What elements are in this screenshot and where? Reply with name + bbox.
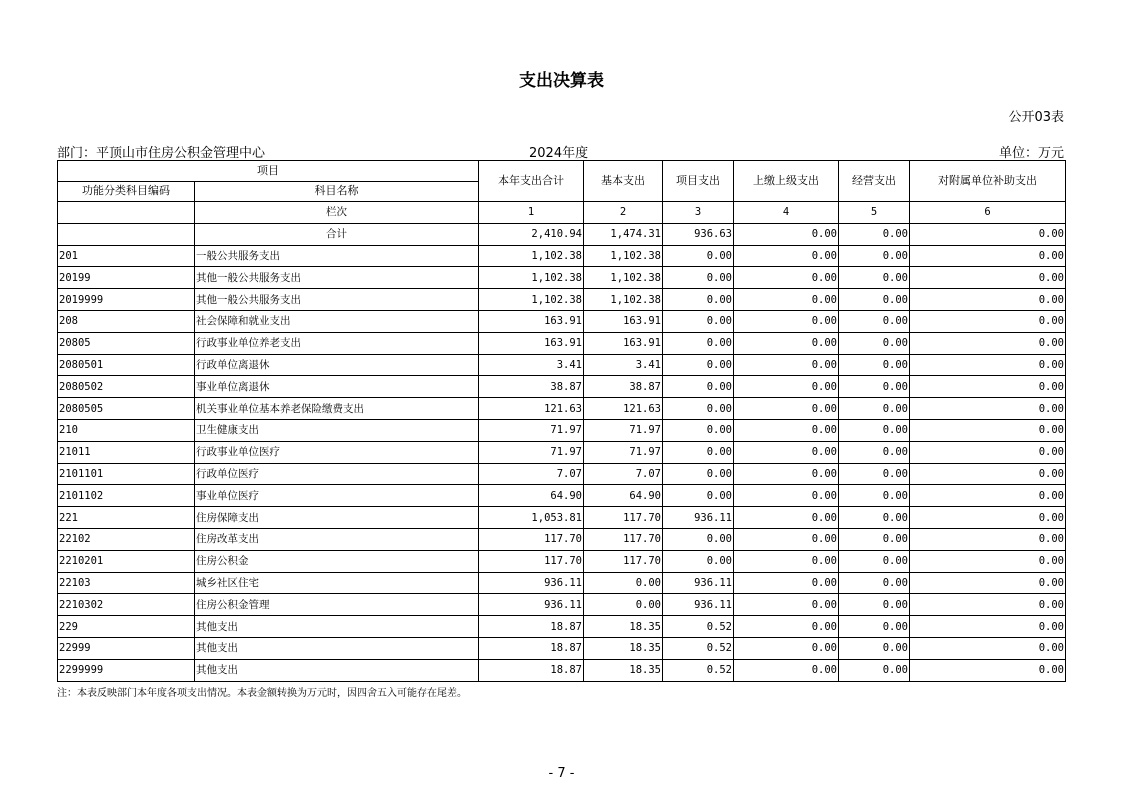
row-value: 0.00: [910, 354, 1066, 376]
row-value: 0.00: [839, 528, 910, 550]
table-row: [58, 267, 1066, 289]
row-value: 117.70: [584, 528, 663, 550]
row-value: 0.00: [910, 594, 1066, 616]
index-row: [58, 202, 1066, 224]
row-value: 0.00: [839, 572, 910, 594]
page-number: - 7 -: [548, 766, 575, 781]
row-value: 0.00: [839, 332, 910, 354]
row-code: 22102: [58, 528, 195, 550]
row-name: 住房公积金管理: [195, 594, 479, 616]
row-value: 163.91: [584, 332, 663, 354]
row-value: 0.00: [839, 616, 910, 638]
row-value: 18.87: [479, 616, 584, 638]
total-cell: 0.00: [839, 223, 910, 245]
row-value: 0.00: [734, 245, 839, 267]
row-value: 0.00: [663, 245, 734, 267]
row-name: 住房改革支出: [195, 528, 479, 550]
table-row: [58, 310, 1066, 332]
row-value: 936.11: [663, 507, 734, 529]
row-value: 0.00: [734, 528, 839, 550]
table-row: [58, 245, 1066, 267]
row-value: 0.52: [663, 637, 734, 659]
row-value: 117.70: [479, 528, 584, 550]
row-value: 0.00: [663, 441, 734, 463]
row-value: 0.00: [734, 507, 839, 529]
row-name: 住房公积金: [195, 550, 479, 572]
row-value: 0.00: [663, 485, 734, 507]
row-value: 0.00: [910, 528, 1066, 550]
row-code: 2210302: [58, 594, 195, 616]
row-value: 0.00: [839, 398, 910, 420]
total-cell: 936.63: [663, 223, 734, 245]
row-value: 0.00: [734, 485, 839, 507]
row-value: 0.00: [734, 637, 839, 659]
row-value: 0.00: [910, 289, 1066, 311]
row-value: 0.00: [663, 550, 734, 572]
row-value: 38.87: [584, 376, 663, 398]
header-col-3: 项目支出: [663, 161, 734, 202]
row-value: 0.00: [663, 310, 734, 332]
index-cell: 1: [479, 202, 584, 224]
row-value: 0.00: [584, 594, 663, 616]
row-value: 0.00: [734, 594, 839, 616]
table-row: [58, 332, 1066, 354]
row-value: 0.00: [839, 550, 910, 572]
table-row: [58, 637, 1066, 659]
row-value: 0.00: [584, 572, 663, 594]
unit-label: 单位：万元: [998, 146, 1064, 161]
row-name: 城乡社区住宅: [195, 572, 479, 594]
row-code: 2080502: [58, 376, 195, 398]
index-cell: 4: [734, 202, 839, 224]
table-row: [58, 616, 1066, 638]
header-col-5: 经营支出: [839, 161, 910, 202]
table-row: [58, 463, 1066, 485]
row-value: 0.00: [910, 441, 1066, 463]
page-title: 支出决算表: [519, 71, 604, 91]
row-value: 0.00: [839, 463, 910, 485]
row-value: 0.00: [734, 354, 839, 376]
header-item: 项目: [58, 161, 479, 182]
row-value: 0.00: [663, 289, 734, 311]
row-value: 0.00: [910, 659, 1066, 681]
row-code: 20199: [58, 267, 195, 289]
row-value: 0.00: [910, 376, 1066, 398]
row-value: 0.00: [734, 572, 839, 594]
row-value: 0.00: [663, 398, 734, 420]
row-name: 行政事业单位养老支出: [195, 332, 479, 354]
row-value: 1,102.38: [479, 289, 584, 311]
index-cell: 3: [663, 202, 734, 224]
row-value: 0.00: [839, 376, 910, 398]
row-code: 2019999: [58, 289, 195, 311]
row-value: 163.91: [479, 332, 584, 354]
index-cell: 2: [584, 202, 663, 224]
row-value: 0.00: [910, 550, 1066, 572]
row-value: 121.63: [584, 398, 663, 420]
row-value: 117.70: [584, 550, 663, 572]
row-name: 其他支出: [195, 637, 479, 659]
row-value: 163.91: [584, 310, 663, 332]
row-code: 229: [58, 616, 195, 638]
table-row: [58, 659, 1066, 681]
row-value: 0.00: [910, 419, 1066, 441]
index-cell: 5: [839, 202, 910, 224]
row-name: 机关事业单位基本养老保险缴费支出: [195, 398, 479, 420]
row-value: 0.00: [910, 245, 1066, 267]
row-value: 18.35: [584, 659, 663, 681]
row-value: 3.41: [584, 354, 663, 376]
row-value: 0.00: [734, 659, 839, 681]
row-name: 社会保障和就业支出: [195, 310, 479, 332]
row-value: 0.00: [734, 332, 839, 354]
row-value: 0.00: [839, 310, 910, 332]
row-value: 0.00: [734, 376, 839, 398]
header-code: 功能分类科目编码: [58, 181, 195, 202]
table-row: [58, 572, 1066, 594]
row-value: 1,102.38: [479, 267, 584, 289]
row-code: 21011: [58, 441, 195, 463]
table-row: [58, 289, 1066, 311]
header-col-6: 对附属单位补助支出: [910, 161, 1066, 202]
row-value: 71.97: [479, 441, 584, 463]
row-value: 0.00: [663, 463, 734, 485]
row-code: 22103: [58, 572, 195, 594]
row-name: 事业单位医疗: [195, 485, 479, 507]
row-code: 2101102: [58, 485, 195, 507]
row-value: 18.87: [479, 659, 584, 681]
row-value: 0.00: [663, 376, 734, 398]
table-row: [58, 441, 1066, 463]
row-value: 936.11: [479, 594, 584, 616]
expenditure-table: [57, 160, 1066, 682]
row-value: 7.07: [479, 463, 584, 485]
row-value: 0.00: [734, 267, 839, 289]
row-value: 0.00: [910, 637, 1066, 659]
total-label: 合计: [195, 223, 479, 245]
row-value: 0.00: [839, 441, 910, 463]
footnote: 注：本表反映部门本年度各项支出情况。本表金额转换为万元时，因四舍五入可能存在尾差。: [57, 688, 467, 699]
row-code: 2080505: [58, 398, 195, 420]
department-label: 部门：平顶山市住房公积金管理中心: [57, 146, 266, 161]
row-name: 住房保障支出: [195, 507, 479, 529]
row-value: 0.00: [910, 616, 1066, 638]
row-code: 2101101: [58, 463, 195, 485]
row-value: 0.00: [839, 659, 910, 681]
row-value: 18.87: [479, 637, 584, 659]
row-value: 0.00: [663, 528, 734, 550]
table-row: [58, 594, 1066, 616]
row-value: 0.00: [910, 507, 1066, 529]
row-value: 117.70: [479, 550, 584, 572]
table-row: [58, 507, 1066, 529]
header-col-4: 上缴上级支出: [734, 161, 839, 202]
table-row: [58, 376, 1066, 398]
row-name: 其他支出: [195, 659, 479, 681]
table-row: [58, 419, 1066, 441]
year-label: 2024年度: [529, 146, 589, 161]
row-value: 18.35: [584, 616, 663, 638]
row-value: 0.00: [839, 267, 910, 289]
total-cell: 0.00: [910, 223, 1066, 245]
row-value: 0.00: [734, 441, 839, 463]
row-value: 0.00: [910, 463, 1066, 485]
row-code: 2210201: [58, 550, 195, 572]
row-code: 2080501: [58, 354, 195, 376]
row-code: 201: [58, 245, 195, 267]
row-value: 0.00: [734, 419, 839, 441]
row-name: 卫生健康支出: [195, 419, 479, 441]
table-row: [58, 485, 1066, 507]
row-value: 936.11: [663, 572, 734, 594]
row-code: 221: [58, 507, 195, 529]
row-value: 0.00: [663, 332, 734, 354]
row-value: 0.00: [734, 398, 839, 420]
row-value: 0.00: [663, 267, 734, 289]
row-value: 0.00: [734, 463, 839, 485]
row-value: 1,102.38: [584, 267, 663, 289]
form-number: 公开03表: [1008, 110, 1064, 125]
row-value: 0.00: [839, 354, 910, 376]
row-value: 0.00: [839, 637, 910, 659]
row-value: 0.00: [734, 550, 839, 572]
row-value: 18.35: [584, 637, 663, 659]
row-value: 0.00: [839, 289, 910, 311]
table-row: [58, 398, 1066, 420]
row-code: 20805: [58, 332, 195, 354]
row-code: 22999: [58, 637, 195, 659]
row-value: 71.97: [584, 419, 663, 441]
index-cell: 6: [910, 202, 1066, 224]
header-col-1: 本年支出合计: [479, 161, 584, 202]
table-row: [58, 354, 1066, 376]
total-cell: 0.00: [734, 223, 839, 245]
row-name: 一般公共服务支出: [195, 245, 479, 267]
row-value: 0.00: [663, 354, 734, 376]
row-value: 0.00: [663, 419, 734, 441]
row-value: 117.70: [584, 507, 663, 529]
row-name: 行政单位医疗: [195, 463, 479, 485]
row-value: 0.00: [839, 419, 910, 441]
row-value: 0.00: [910, 332, 1066, 354]
row-value: 0.00: [910, 267, 1066, 289]
row-value: 0.52: [663, 616, 734, 638]
row-value: 0.00: [839, 594, 910, 616]
row-name: 其他一般公共服务支出: [195, 267, 479, 289]
row-value: 7.07: [584, 463, 663, 485]
index-label: 栏次: [195, 202, 479, 224]
row-value: 64.90: [584, 485, 663, 507]
row-value: 936.11: [479, 572, 584, 594]
header-name: 科目名称: [195, 181, 479, 202]
row-value: 0.52: [663, 659, 734, 681]
row-code: 208: [58, 310, 195, 332]
row-name: 其他支出: [195, 616, 479, 638]
row-value: 64.90: [479, 485, 584, 507]
total-cell: 2,410.94: [479, 223, 584, 245]
row-name: 行政事业单位医疗: [195, 441, 479, 463]
row-value: 3.41: [479, 354, 584, 376]
row-value: 0.00: [839, 485, 910, 507]
row-value: 0.00: [910, 310, 1066, 332]
total-row: [58, 223, 1066, 245]
row-value: 1,053.81: [479, 507, 584, 529]
row-value: 1,102.38: [584, 289, 663, 311]
row-value: 0.00: [734, 289, 839, 311]
table-row: [58, 528, 1066, 550]
row-value: 0.00: [910, 398, 1066, 420]
row-value: 0.00: [734, 616, 839, 638]
row-code: 2299999: [58, 659, 195, 681]
row-value: 121.63: [479, 398, 584, 420]
row-code: 210: [58, 419, 195, 441]
row-value: 0.00: [910, 572, 1066, 594]
header-col-2: 基本支出: [584, 161, 663, 202]
row-value: 71.97: [479, 419, 584, 441]
row-value: 38.87: [479, 376, 584, 398]
row-value: 163.91: [479, 310, 584, 332]
row-name: 事业单位离退休: [195, 376, 479, 398]
row-name: 行政单位离退休: [195, 354, 479, 376]
row-value: 0.00: [734, 310, 839, 332]
row-name: 其他一般公共服务支出: [195, 289, 479, 311]
total-cell: 1,474.31: [584, 223, 663, 245]
row-value: 1,102.38: [479, 245, 584, 267]
row-value: 0.00: [910, 485, 1066, 507]
row-value: 0.00: [839, 507, 910, 529]
row-value: 71.97: [584, 441, 663, 463]
table-row: [58, 550, 1066, 572]
row-value: 1,102.38: [584, 245, 663, 267]
row-value: 0.00: [839, 245, 910, 267]
row-value: 936.11: [663, 594, 734, 616]
